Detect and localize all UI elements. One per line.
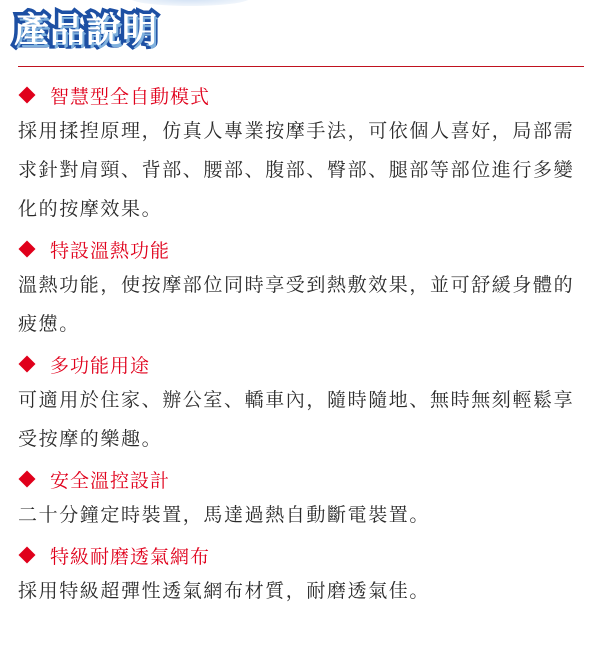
section-heading [18,462,588,496]
section-safety [18,462,588,535]
section-heading-text: 多功能用途 [50,354,151,377]
page-header [0,0,600,66]
section-heading [18,232,588,266]
section-heading [18,78,588,112]
section-body-text: 二十分鐘定時裝置，馬達過熱自動斷電裝置。 [18,504,431,526]
title-divider [18,66,584,67]
section-heading-text: 特設溫熱功能 [50,239,171,262]
section-heading-text: 智慧型全自動模式 [50,85,211,108]
diamond-bullet-icon [19,471,36,488]
diamond-bullet-icon [19,241,36,258]
section-multi-use [18,347,588,459]
section-body-text: 溫熱功能，使按摩部位同時享受到熱敷效果，並可舒緩身體的疲憊。 [18,274,575,335]
section-body-text: 採用特級超彈性透氣網布材質，耐磨透氣佳。 [18,580,431,602]
section-auto-mode [18,78,588,229]
section-heading [18,347,588,381]
section-body-text: 採用揉揑原理，仿真人專業按摩手法，可依個人喜好，局部需求針對肩頸、背部、腰部、腹部、臀部、腿部等部位進行多變化的按摩效果。 [18,120,575,220]
diamond-bullet-icon [19,87,36,104]
section-heating [18,232,588,344]
diamond-bullet-icon [19,547,36,564]
section-body-text: 可適用於住家、辦公室、轎車內，隨時隨地、無時無刻輕鬆享受按摩的樂趣。 [18,389,575,450]
section-heading-text: 特級耐磨透氣網布 [50,545,211,568]
section-heading [18,538,588,572]
diamond-bullet-icon [19,356,36,373]
page-title: 產品說明 [14,11,159,51]
section-mesh-fabric [18,538,588,611]
section-heading-text: 安全溫控設計 [50,469,171,492]
product-description [18,78,588,614]
